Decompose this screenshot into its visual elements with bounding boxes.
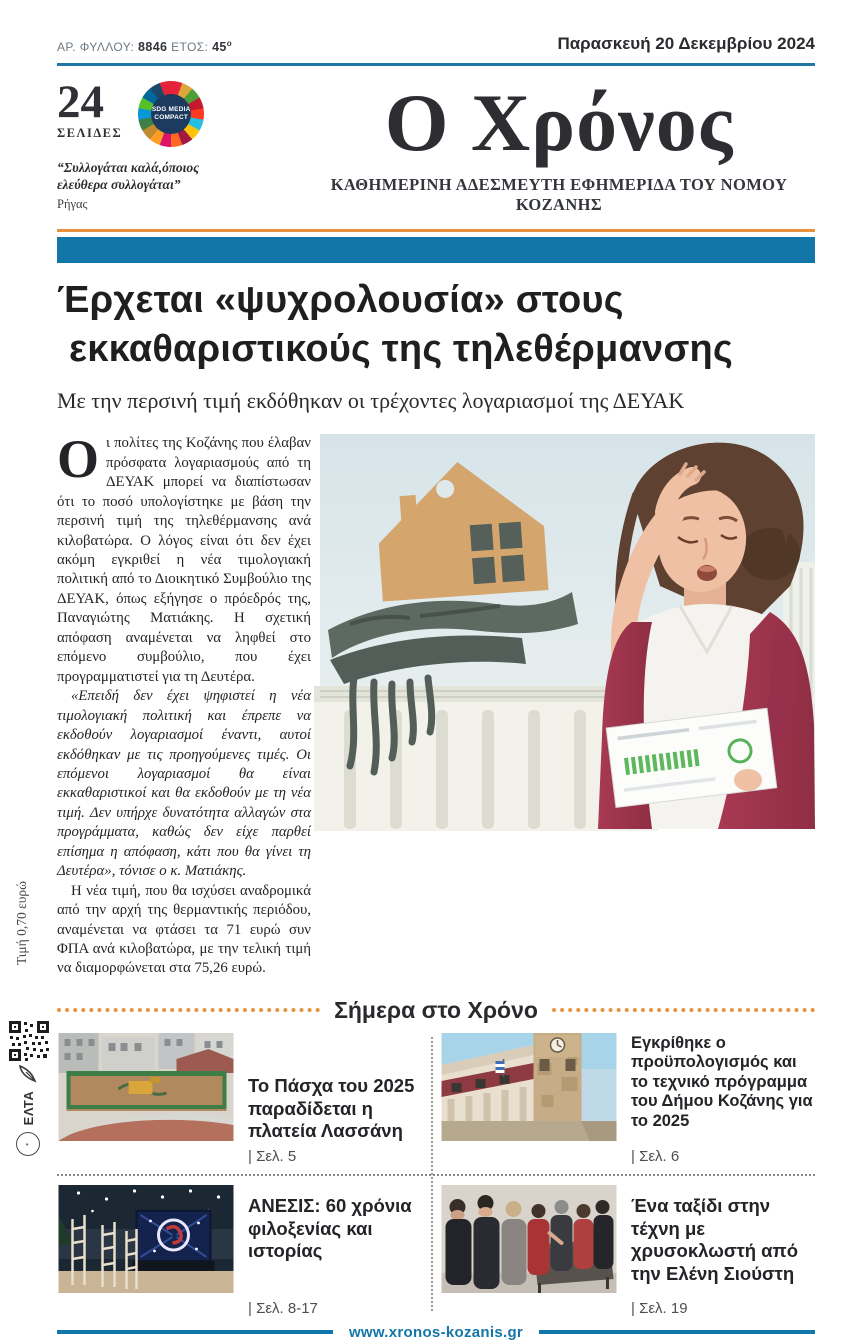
footer-line-left bbox=[57, 1330, 333, 1334]
teaser-page: | Σελ. 8-17 bbox=[248, 1299, 318, 1317]
newspaper-title: Ο Χρόνος bbox=[384, 77, 734, 168]
newspaper-subtitle: ΚΑΘΗΜΕΡΙΝΗ ΑΔΕΣΜΕΥΤΗ ΕΦΗΜΕΡΙΔΑ ΤΟΥ ΝΟΜΟΥ ΚΟΖΑΝΗΣ bbox=[330, 174, 788, 214]
teaser-photo-exhibition bbox=[440, 1185, 618, 1293]
teaser-photo-anesis bbox=[57, 1185, 235, 1293]
orange-rule bbox=[57, 229, 815, 232]
website-url: www.xronos-kozanis.gr bbox=[348, 1323, 524, 1341]
elta-logo bbox=[6, 1060, 50, 1160]
teaser-anesis bbox=[57, 1185, 420, 1317]
sdg-media-compact-logo-icon: SDG MEDIA COMPACT bbox=[138, 81, 204, 147]
teaser-plateia bbox=[57, 1033, 420, 1165]
today-section-header bbox=[57, 997, 815, 1024]
teaser-page: | Σελ. 5 bbox=[248, 1147, 297, 1165]
lead-photo bbox=[320, 434, 815, 829]
today-section-title: Σήμερα στο Χρόνο bbox=[334, 996, 538, 1023]
footer bbox=[57, 1324, 815, 1341]
elta-stamp-icon: ✶ bbox=[16, 1132, 40, 1156]
top-info-row bbox=[57, 0, 815, 54]
drop-cap: Ο bbox=[57, 429, 100, 490]
masthead-right bbox=[289, 77, 815, 221]
paragraph-2: «Επειδή δεν έχει ψηφιστεί η νέα τιμολογιακή πολιτική και έπρεπε να εκδοθούν λογαριασμοί έναντι, αυτοί εκδόθηκαν με τις προηγούμενες τιμές. Οι επόμενοι λογαριασμοί θα είναι εκκαθαριστικοί και θα εκδοθούν με τη νέα τιμή. Δεν υπήρχε δυνατότητα αλλαγών στα προγράμματα, καθώς δεν είχε παρθεί επίσημα η απόφαση, κάτι που θα γίνει τη Δευτέρα», τόνισε ο κ. Ματιάκης. bbox=[57, 688, 311, 880]
year-value: $45^o$ bbox=[212, 38, 233, 54]
masthead bbox=[57, 76, 815, 221]
blue-bar bbox=[57, 237, 815, 263]
elta-label: ΕΛΤΑ bbox=[20, 1090, 36, 1126]
content-area bbox=[57, 0, 815, 1341]
year-label: ΕΤΟΣ: bbox=[171, 40, 209, 54]
horizontal-dotted-separator bbox=[57, 1174, 815, 1176]
footer-line-right bbox=[539, 1330, 815, 1334]
teaser-art bbox=[440, 1185, 815, 1317]
paragraph-3: Η νέα τιμή, που θα ισχύσει αναδρομικά από την αρχή της θερμαντικής περιόδου, αναμένεται να φτάσει τα 71 ευρώ συν ΦΠΑ ανά κιλοβατώρα, με την τελική τιμή να διαμορφώνεται στα 75,26 ευρώ. bbox=[57, 882, 311, 977]
pages-count: 24 bbox=[57, 76, 104, 128]
date: Παρασκευή 20 Δεκεμβρίου 2024 bbox=[557, 34, 815, 53]
teaser-page: | Σελ. 19 bbox=[631, 1299, 688, 1317]
dotted-line-left bbox=[57, 1008, 320, 1012]
paragraph-1: ι πολίτες της Κοζάνης που έλαβαν πρόσφατα λογαριασμούς από τη ΔΕΥΑΚ μπορεί να διαπίστωσαν ότι το ποσό υπολογίστηκε με βάση την περσινή τιμή της τηλεθέρμανσης ανά κιλοβατώρα. Ο λόγος είναι ότι δεν έχει ακόμη εγκριθεί η νέα τιμολογιακή πολιτική από το Διοικητικό Συμβούλιο της ΔΕΥΑΚ, όπως εξήγησε ο πρόεδρός της, Παναγιώτης Ματιάκης. Η σχετική απόφαση αναμένεται να ληφθεί στο επόμενο συμβούλιο, που έχει προγραμματιστεί για τη Δευτέρα. bbox=[57, 435, 311, 685]
price-label: Τιμή 0,70 ευρώ bbox=[14, 880, 29, 965]
issue-number: 8846 bbox=[137, 40, 168, 54]
pages-label: ΣΕΛΙΔΕΣ bbox=[57, 126, 123, 141]
pages-count-block bbox=[57, 76, 123, 141]
masthead-quote: “Συλλογάται καλά,όποιος ελεύθερα συλλογάται” bbox=[57, 160, 200, 192]
lead-headline: Έρχεται «ψυχρολουσία» στους εκκαθαριστικούς της τηλεθέρμανσης bbox=[57, 279, 733, 370]
teaser-photo-townhall bbox=[440, 1033, 618, 1141]
teaser-photo-plateia bbox=[57, 1033, 235, 1141]
masthead-left bbox=[57, 76, 289, 221]
teaser-title: Το Πάσχα του 2025 παραδίδεται η πλατεία Λασσάνη bbox=[248, 1074, 415, 1142]
lead-photo-illustration bbox=[320, 434, 815, 829]
teaser-budget bbox=[440, 1033, 815, 1165]
woman bbox=[598, 443, 815, 829]
article-body bbox=[57, 429, 311, 979]
issue-label: ΑΡ. ΦΥΛΛΟΥ: bbox=[57, 40, 135, 54]
teaser-page: | Σελ. 6 bbox=[631, 1147, 680, 1165]
blue-rule bbox=[57, 63, 815, 66]
vertical-dotted-separator bbox=[431, 1037, 433, 1311]
lead-article bbox=[57, 429, 815, 979]
teaser-row-1 bbox=[57, 1033, 815, 1165]
teaser-title: ΑΝΕΣΙΣ: 60 χρόνια φιλοξενίας και ιστορίας bbox=[248, 1194, 412, 1262]
issue-line bbox=[57, 39, 232, 54]
teaser-row-2 bbox=[57, 1185, 815, 1317]
teaser-title: Εγκρίθηκε ο προϋπολογισμός και το τεχνικό πρόγραμμα του Δήμου Κοζάνης για το 2025 bbox=[631, 1033, 813, 1130]
dotted-line-right bbox=[552, 1008, 815, 1012]
lead-subhead: Με την περσινή τιμή εκδόθηκαν οι τρέχοντες λογαριασμοί της ΔΕΥΑΚ bbox=[57, 388, 685, 414]
teaser-grid bbox=[57, 1033, 815, 1317]
feather-icon bbox=[18, 1064, 38, 1084]
teaser-title: Ένα ταξίδι στην τέχνη με χρυσοκλωστή από την Ελένη Σιούστη bbox=[631, 1194, 799, 1284]
quote-author: Ρήγας bbox=[57, 196, 88, 211]
qr-code-icon bbox=[8, 1020, 50, 1062]
